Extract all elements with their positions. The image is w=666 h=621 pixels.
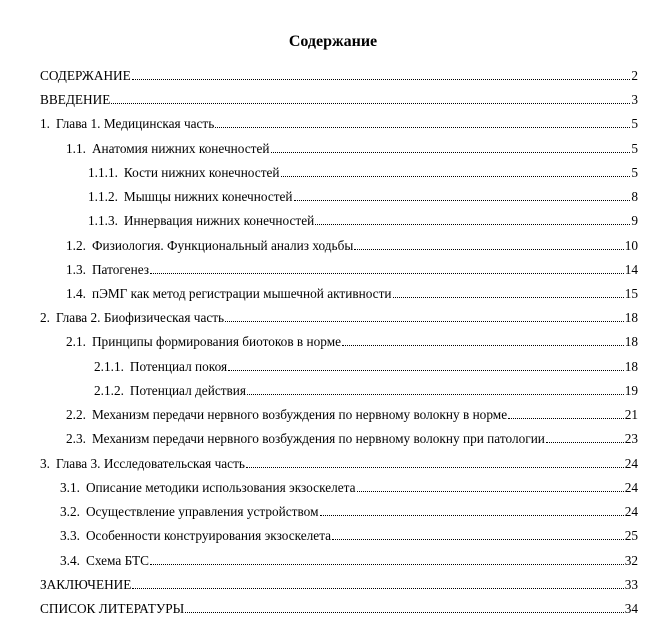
toc-entry-number: 1.3. xyxy=(66,262,86,277)
toc-page-number: 8 xyxy=(631,189,638,204)
toc-entry-contents[interactable] xyxy=(40,66,638,84)
toc-page-number: 18 xyxy=(624,334,638,349)
toc-page-number: 34 xyxy=(624,601,638,616)
toc-entry-text: Глава 1. Медицинская часть xyxy=(55,116,215,131)
toc-page-number: 15 xyxy=(624,286,638,301)
toc-page-number: 33 xyxy=(624,577,638,592)
toc-entry-1-1-1[interactable] xyxy=(88,163,638,181)
toc-page-number: 23 xyxy=(624,431,638,446)
toc-page-number: 5 xyxy=(631,165,638,180)
toc-entry-label xyxy=(40,455,246,472)
toc-entry-1-1[interactable] xyxy=(66,139,638,157)
toc-entry-text: Физиология. Функциональный анализ ходьбы xyxy=(91,238,354,253)
toc-entry-text: Особенности конструирования экзоскелета xyxy=(85,528,332,543)
toc-page-number: 24 xyxy=(624,480,638,495)
toc-entry-number: 1.1.1. xyxy=(88,165,118,180)
toc-page-number: 24 xyxy=(624,456,638,471)
toc-entry-2-1-2[interactable] xyxy=(94,381,638,399)
toc-entry-number: 2.1.2. xyxy=(94,383,124,398)
toc-entry-label xyxy=(88,188,294,205)
toc-leader xyxy=(225,320,624,322)
toc-entry-label xyxy=(66,430,546,447)
toc-leader xyxy=(294,199,631,201)
toc-leader xyxy=(271,151,631,153)
toc-leader xyxy=(354,248,623,250)
toc-entry-text: Описание методики использования экзоскелета xyxy=(85,480,356,495)
toc-page-number: 24 xyxy=(624,504,638,519)
toc-entry-1-2[interactable] xyxy=(66,236,638,254)
toc-page-number: 10 xyxy=(624,238,638,253)
toc-entry-1-1-3[interactable] xyxy=(88,211,638,229)
toc-page-number: 14 xyxy=(624,262,638,277)
toc-entry-introduction[interactable] xyxy=(40,90,638,108)
toc-entry-label xyxy=(60,527,332,544)
toc-leader xyxy=(281,175,631,177)
toc-entry-text: пЭМГ как метод регистрации мышечной активности xyxy=(91,286,392,301)
toc-entry-text: Глава 3. Исследовательская часть xyxy=(55,456,245,471)
toc-page-number: 5 xyxy=(631,116,638,131)
toc-entry-text: ВВЕДЕНИЕ xyxy=(40,92,111,107)
toc-entry-text: ЗАКЛЮЧЕНИЕ xyxy=(40,577,132,592)
toc-entry-label xyxy=(88,164,281,181)
toc-leader xyxy=(246,466,624,468)
toc-entry-label xyxy=(40,576,132,593)
toc-entry-label xyxy=(40,309,225,326)
toc-entry-text: Анатомия нижних конечностей xyxy=(91,141,270,156)
toc-entry-3-3[interactable] xyxy=(60,526,638,544)
toc-entry-number: 3.2. xyxy=(60,504,80,519)
toc-entry-label xyxy=(40,91,111,108)
toc-entry-label xyxy=(40,67,132,84)
toc-title: Содержание xyxy=(288,33,378,50)
toc-page-number: 19 xyxy=(624,383,638,398)
toc-entry-label xyxy=(66,285,393,302)
toc-entry-text: Механизм передачи нервного возбуждения по нервному волокну в норме xyxy=(91,407,508,422)
toc-page-number: 32 xyxy=(624,553,638,568)
toc-leader xyxy=(132,78,631,80)
toc-leader xyxy=(132,587,623,589)
toc-entry-text: Иннервация нижних конечностей xyxy=(123,213,315,228)
toc-entry-references[interactable] xyxy=(40,599,638,617)
toc-entry-conclusion[interactable] xyxy=(40,575,638,593)
toc-entry-label xyxy=(60,479,357,496)
toc-entry-number: 1. xyxy=(40,116,50,131)
toc-leader xyxy=(357,490,624,492)
toc-entry-label xyxy=(60,503,320,520)
toc-leader xyxy=(315,223,630,225)
toc-entry-label xyxy=(66,261,150,278)
toc-leader xyxy=(508,417,624,419)
toc-entry-label xyxy=(66,140,271,157)
toc-leader xyxy=(150,563,624,565)
toc-entry-number: 2.1. xyxy=(66,334,86,349)
toc-entry-number: 1.2. xyxy=(66,238,86,253)
toc-leader xyxy=(228,369,624,371)
toc-entry-chapter-1[interactable] xyxy=(40,114,638,132)
toc-entry-label xyxy=(94,382,247,399)
toc-entry-label xyxy=(40,600,185,617)
toc-entry-number: 2. xyxy=(40,310,50,325)
toc-entry-number: 3.4. xyxy=(60,553,80,568)
toc-entry-text: Кости нижних конечностей xyxy=(123,165,280,180)
toc-page-number: 18 xyxy=(624,359,638,374)
toc-entry-text: СОДЕРЖАНИЕ xyxy=(40,68,131,83)
toc-entry-2-1-1[interactable] xyxy=(94,357,638,375)
toc-leader xyxy=(215,126,630,128)
toc-entry-text: Механизм передачи нервного возбуждения по нервному волокну при патологии xyxy=(91,431,545,446)
toc-page-number: 3 xyxy=(631,92,638,107)
toc-entry-text: Принципы формирования биотоков в норме xyxy=(91,334,342,349)
toc-entry-number: 1.1. xyxy=(66,141,86,156)
toc-entry-number: 2.3. xyxy=(66,431,86,446)
toc-entry-3-1[interactable] xyxy=(60,478,638,496)
toc-entry-text: Осуществление управления устройством xyxy=(85,504,319,519)
toc-entry-label xyxy=(60,552,150,569)
toc-entry-2-3[interactable] xyxy=(66,429,638,447)
toc-entry-label xyxy=(66,333,342,350)
toc-entry-number: 3.3. xyxy=(60,528,80,543)
toc-page-number: 2 xyxy=(631,68,638,83)
toc-entry-label xyxy=(94,358,228,375)
toc-entry-text: Глава 2. Биофизическая часть xyxy=(55,310,225,325)
toc-entry-text: СПИСОК ЛИТЕРАТУРЫ xyxy=(40,601,185,616)
toc-entry-text: Потенциал действия xyxy=(129,383,247,398)
toc-entry-text: Мышцы нижних конечностей xyxy=(123,189,293,204)
toc-leader xyxy=(320,514,624,516)
toc-entry-2-1[interactable] xyxy=(66,332,638,350)
toc-leader xyxy=(393,296,624,298)
toc-entry-1-3[interactable] xyxy=(66,260,638,278)
toc-entry-number: 3. xyxy=(40,456,50,471)
toc-entry-label xyxy=(40,115,215,132)
toc-entry-number: 2.1.1. xyxy=(94,359,124,374)
toc-leader xyxy=(185,611,623,613)
toc-entry-label xyxy=(88,212,315,229)
toc-entry-3-2[interactable] xyxy=(60,502,638,520)
toc-entry-chapter-2[interactable] xyxy=(40,308,638,326)
toc-entry-label xyxy=(66,237,354,254)
toc-entry-number: 1.4. xyxy=(66,286,86,301)
toc-leader xyxy=(546,441,624,443)
toc-page-number: 18 xyxy=(624,310,638,325)
toc-entry-number: 1.1.3. xyxy=(88,213,118,228)
toc-entry-label xyxy=(66,406,508,423)
toc-entry-2-2[interactable] xyxy=(66,405,638,423)
toc-entry-text: Схема БТС xyxy=(85,553,150,568)
toc-entry-3-4[interactable] xyxy=(60,551,638,569)
toc-entry-text: Потенциал покоя xyxy=(129,359,228,374)
toc-page-number: 9 xyxy=(631,213,638,228)
toc-entry-1-1-2[interactable] xyxy=(88,187,638,205)
toc-leader xyxy=(247,393,624,395)
toc-entry-number: 1.1.2. xyxy=(88,189,118,204)
toc-entry-chapter-3[interactable] xyxy=(40,454,638,472)
toc-page-number: 25 xyxy=(624,528,638,543)
toc-leader xyxy=(111,102,630,104)
toc-entry-number: 3.1. xyxy=(60,480,80,495)
toc-page-number: 5 xyxy=(631,141,638,156)
toc-leader xyxy=(342,344,624,346)
toc-entry-1-4[interactable] xyxy=(66,284,638,302)
toc-leader xyxy=(332,538,624,540)
toc-page-number: 21 xyxy=(624,407,638,422)
toc-entry-text: Патогенез xyxy=(91,262,150,277)
toc-entry-number: 2.2. xyxy=(66,407,86,422)
toc-leader xyxy=(150,272,624,274)
